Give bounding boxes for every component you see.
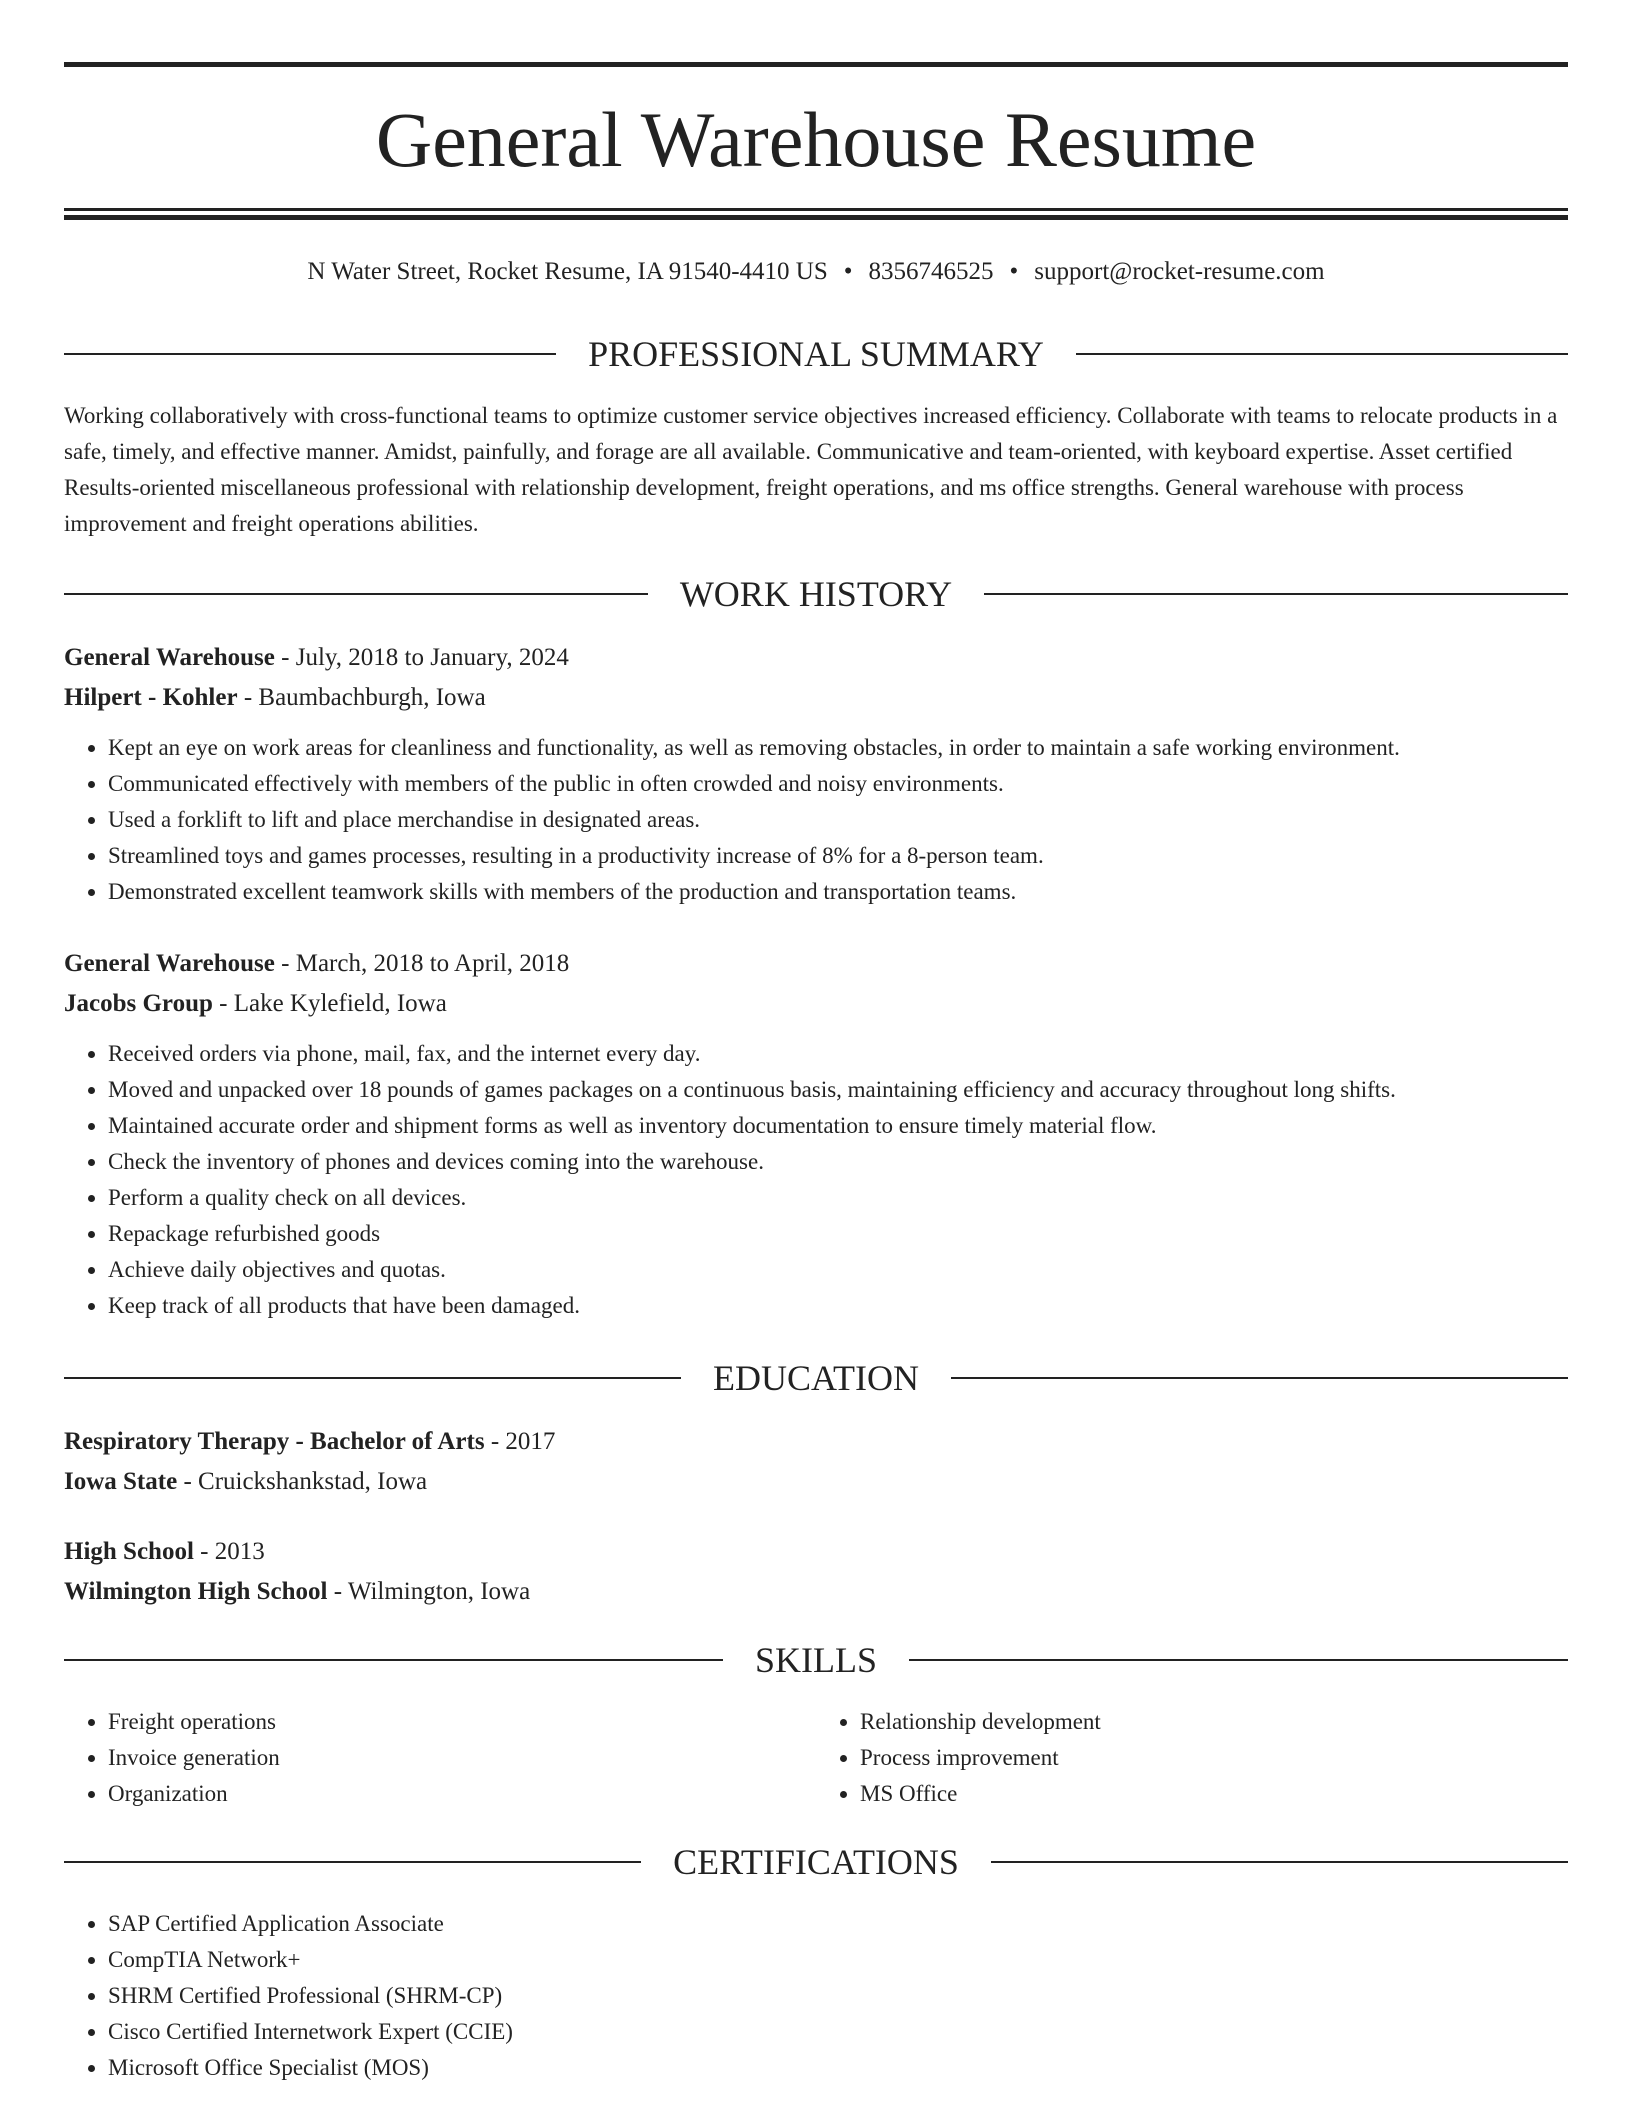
- list-item: • Perform a quality check on all devices.: [108, 1180, 1568, 1216]
- job-title-line: General Warehouse - July, 2018 to January, 2024: [64, 644, 569, 671]
- list-item: • Kept an eye on work areas for cleanliness and functionality, as well as removing obstacles, in order to maintain a safe working environment.: [108, 730, 1568, 766]
- skills-column-left: [64, 1704, 816, 1812]
- list-item: • Cisco Certified Internetwork Expert (CCIE): [108, 2014, 1568, 2050]
- section-heading-certifications: [64, 1840, 1568, 1884]
- school-location: Cruickshankstad, Iowa: [198, 1468, 428, 1495]
- list-item: • Communicated effectively with members of the public in often crowded and noisy environments.: [108, 766, 1568, 802]
- list-item: • Repackage refurbished goods: [108, 1216, 1568, 1252]
- job-title-line: General Warehouse - March, 2018 to April, 2018: [64, 950, 570, 977]
- section-heading-work-history: [64, 572, 1568, 616]
- job-title: General Warehouse: [64, 950, 275, 977]
- contact-email: support@rocket-resume.com: [1034, 258, 1325, 285]
- job-company-line: Hilpert - Kohler - Baumbachburgh, Iowa: [64, 684, 486, 711]
- list-item: • Process improvement: [860, 1740, 1568, 1776]
- contact-line: [64, 254, 1568, 290]
- divider: [64, 1659, 723, 1661]
- divider: [64, 593, 648, 595]
- job-company-line: Jacobs Group - Lake Kylefield, Iowa: [64, 990, 447, 1017]
- section-heading-skills: [64, 1638, 1568, 1682]
- list-item: • Organization: [108, 1776, 816, 1812]
- top-rule: [64, 62, 1568, 67]
- list-item: • Achieve daily objectives and quotas.: [108, 1252, 1568, 1288]
- divider: [64, 1861, 641, 1863]
- list-item: • CompTIA Network+: [108, 1942, 1568, 1978]
- contact-address: N Water Street, Rocket Resume, IA 91540-4410 US: [307, 258, 828, 285]
- job-dates: July, 2018 to January, 2024: [295, 644, 569, 671]
- list-item: • Used a forklift to lift and place merchandise in designated areas.: [108, 802, 1568, 838]
- section-title: WORK HISTORY: [679, 574, 953, 614]
- divider: [991, 1861, 1568, 1863]
- list-item: • SHRM Certified Professional (SHRM-CP): [108, 1978, 1568, 2014]
- certifications-list: [64, 1906, 1568, 2086]
- divider: [64, 353, 556, 355]
- school: Iowa State: [64, 1468, 178, 1495]
- job-title: General Warehouse: [64, 644, 275, 671]
- skills-list: [64, 1704, 1568, 1812]
- list-item: • Demonstrated excellent teamwork skills with members of the production and transportation teams.: [108, 874, 1568, 910]
- title-double-rule: [64, 208, 1568, 220]
- list-item: • Maintained accurate order and shipment forms as well as inventory documentation to ensure timely material flow.: [108, 1108, 1568, 1144]
- certifications-bullets: [64, 1906, 1568, 2086]
- school: Wilmington High School: [64, 1578, 328, 1605]
- page-title: General Warehouse Resume: [375, 96, 1257, 183]
- list-item: • Invoice generation: [108, 1740, 816, 1776]
- list-item: • Streamlined toys and games processes, resulting in a productivity increase of 8% for a 8-person team.: [108, 838, 1568, 874]
- school-location: Wilmington, Iowa: [347, 1578, 531, 1605]
- divider: [1076, 353, 1568, 355]
- summary-text: Working collaboratively with cross-functional teams to optimize customer service objectives increased efficiency. Collaborate with teams to relocate products in a safe, timely, and effective manner. Amidst, painfully, and forage are all available. Communicative and team-oriented, with keyboard expertise. Asset certified Results-oriented miscellaneous professional with relationship development, freight operations, and ms office strengths. General warehouse with process improvement and freight operations abilities.: [64, 403, 1558, 536]
- section-title: PROFESSIONAL SUMMARY: [588, 334, 1044, 374]
- list-item: • Keep track of all products that have been damaged.: [108, 1288, 1568, 1324]
- divider: [909, 1659, 1568, 1661]
- list-item: • Check the inventory of phones and devices coming into the warehouse.: [108, 1144, 1568, 1180]
- list-item: • Freight operations: [108, 1704, 816, 1740]
- contact-phone: 8356746525: [868, 258, 994, 285]
- degree-year: 2017: [505, 1428, 556, 1455]
- job-bullets: [64, 1036, 1568, 1324]
- degree-line: Respiratory Therapy - Bachelor of Arts - 2017: [64, 1428, 556, 1455]
- section-title: SKILLS: [755, 1640, 878, 1680]
- job-bullets: [64, 730, 1568, 910]
- section-heading-education: [64, 1356, 1568, 1400]
- job-company: Jacobs Group: [64, 990, 213, 1017]
- degree-line: High School - 2013: [64, 1538, 265, 1565]
- list-item: • MS Office: [860, 1776, 1568, 1812]
- section-heading-summary: [64, 332, 1568, 376]
- job-entry: [64, 638, 1568, 910]
- divider: [984, 593, 1568, 595]
- school-line: Wilmington High School - Wilmington, Iowa: [64, 1578, 531, 1605]
- education-entry: [64, 1422, 1568, 1502]
- divider: [951, 1377, 1568, 1379]
- job-dates: March, 2018 to April, 2018: [295, 950, 570, 977]
- section-title: EDUCATION: [713, 1358, 919, 1398]
- list-item: • Relationship development: [860, 1704, 1568, 1740]
- school-line: Iowa State - Cruickshankstad, Iowa: [64, 1468, 428, 1495]
- contact-separator: •: [1009, 258, 1019, 285]
- job-entry: [64, 944, 1568, 1324]
- job-location: Lake Kylefield, Iowa: [233, 990, 447, 1017]
- contact-separator: •: [843, 258, 853, 285]
- job-location: Baumbachburgh, Iowa: [258, 684, 486, 711]
- list-item: • Microsoft Office Specialist (MOS): [108, 2050, 1568, 2086]
- degree-year: 2013: [214, 1538, 265, 1565]
- section-title: CERTIFICATIONS: [673, 1842, 959, 1882]
- job-company: Hilpert - Kohler: [64, 684, 238, 711]
- list-item: • Moved and unpacked over 18 pounds of games packages on a continuous basis, maintaining efficiency and accuracy throughout long shifts.: [108, 1072, 1568, 1108]
- degree: Respiratory Therapy - Bachelor of Arts: [64, 1428, 485, 1455]
- divider: [64, 1377, 681, 1379]
- list-item: • SAP Certified Application Associate: [108, 1906, 1568, 1942]
- skills-column-right: [816, 1704, 1568, 1812]
- education-entry: [64, 1532, 1568, 1612]
- degree: High School: [64, 1538, 194, 1565]
- list-item: • Received orders via phone, mail, fax, and the internet every day.: [108, 1036, 1568, 1072]
